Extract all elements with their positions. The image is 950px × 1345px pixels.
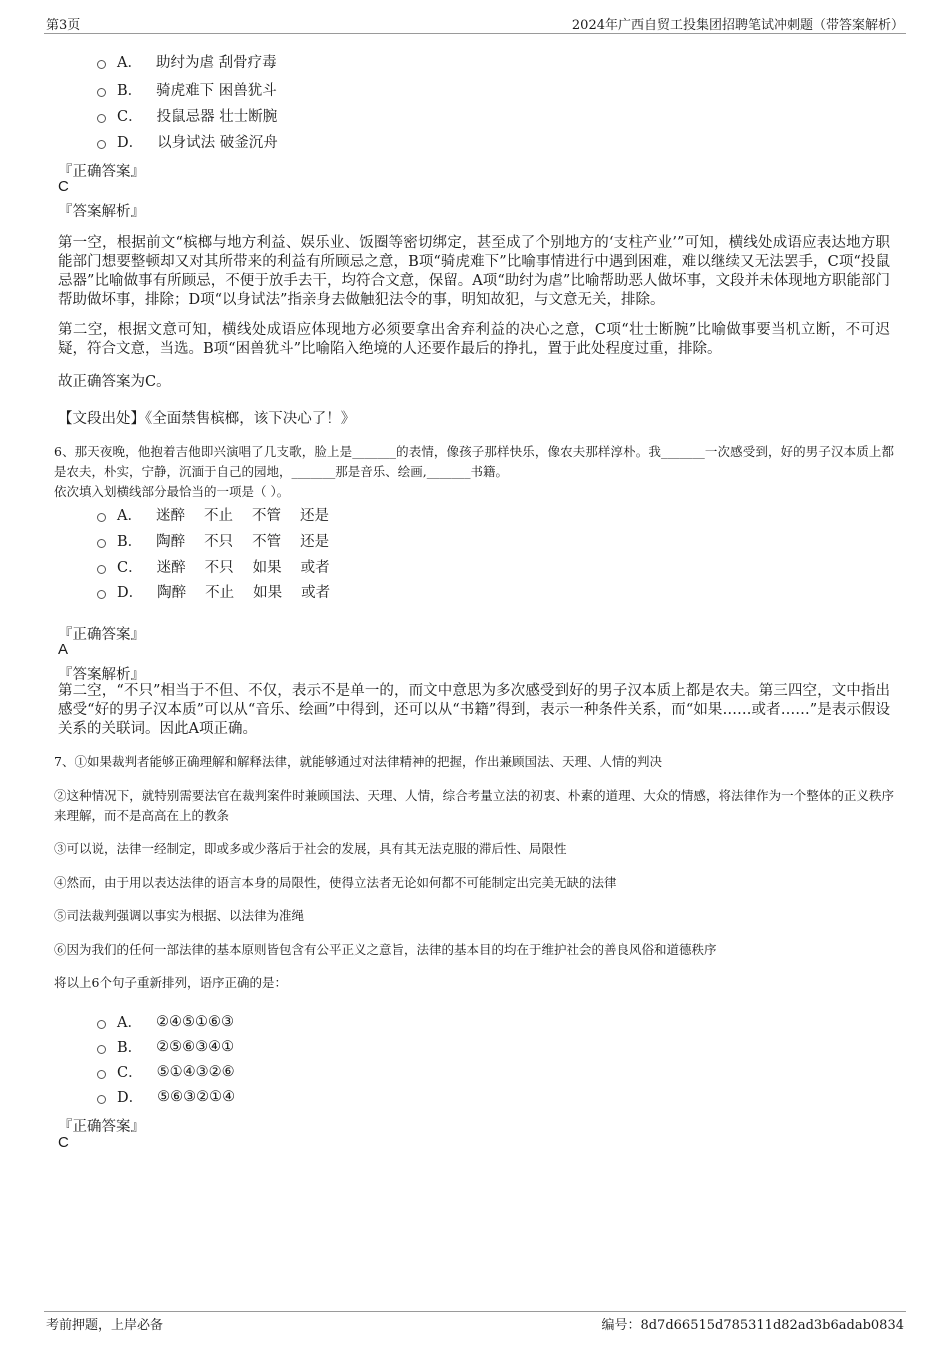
- q7-prompt: 将以上6个句子重新排列，语序正确的是：: [54, 975, 287, 990]
- option-text: 骑虎难下 困兽犹斗: [156, 83, 277, 99]
- option-word: 不只: [204, 534, 234, 550]
- option-word: 陶醉: [156, 534, 186, 550]
- q5-analysis-paragraph: 第一空，根据前文“槟榔与地方利益、娱乐业、饭圈等密切绑定，甚至成了个别地方的‘支柱产业’”可知，横线处成语应表达地方职能部门想要整顿却又对其所带来的利益有所顾忌之意，B项“骑虎难下”比喻事情进行中遇到困难，难以继续又无法罢手，C项“投鼠忌器”比喻做事有所顾忌，不便于放手去干，均符合文意，保留。A项“助纣为虐”比喻帮助恶人做坏事，文段并未体现地方职能部门帮助做坏事，排除；D项“以身试法”指亲身去做触犯法令的事，明知故犯，与文意无关，排除。: [58, 235, 890, 308]
- option-letter: A．: [117, 508, 142, 524]
- option-word: 如果: [252, 560, 282, 576]
- option-word: 迷醉: [156, 560, 186, 576]
- option-letter: D．: [117, 1090, 144, 1106]
- radio-icon[interactable]: [97, 88, 106, 97]
- option-letter: C．: [117, 1065, 143, 1081]
- q7-sentence: 7、①如果裁判者能够正确理解和解释法律，就能够通过对法律精神的把握，作出兼顾国法、天理、人情的判决: [54, 754, 662, 769]
- q7-option-d[interactable]: [97, 1086, 235, 1107]
- q5-option-a[interactable]: [97, 51, 277, 72]
- radio-icon[interactable]: [97, 114, 106, 123]
- option-text: ②④⑤①⑥③: [155, 1013, 234, 1030]
- option-word: 陶醉: [157, 585, 187, 601]
- option-letter: B．: [117, 534, 143, 550]
- radio-icon[interactable]: [97, 1045, 106, 1054]
- radio-icon[interactable]: [97, 1020, 106, 1029]
- option-word: 迷醉: [155, 508, 185, 524]
- radio-icon[interactable]: [97, 1095, 106, 1104]
- option-words: [156, 504, 348, 525]
- option-word: 不止: [203, 508, 233, 524]
- q7-option-c[interactable]: [97, 1061, 235, 1082]
- option-words: [157, 556, 349, 577]
- option-text: 投鼠忌器 壮士断腕: [156, 109, 278, 125]
- header-divider: [44, 33, 906, 34]
- q5-option-c[interactable]: [97, 105, 277, 126]
- document-title: 2024年广西自贸工投集团招聘笔试冲刺题（带答案解析）: [571, 18, 904, 33]
- q6-stem: 6、那天夜晚，他抱着吉他即兴演唱了几支歌，脸上是_______的表情，像孩子那样快乐，像农夫那样淳朴。我_______一次感受到，好的男子汉本质上都是农夫，朴实，宁静，沉湎于自己的园地，_______那是音乐、绘画,_______书籍。: [54, 444, 894, 479]
- option-letter: A．: [117, 1015, 142, 1031]
- option-word: 不管: [251, 508, 281, 524]
- radio-icon[interactable]: [97, 60, 106, 69]
- radio-icon[interactable]: [97, 590, 106, 599]
- q7-option-a[interactable]: [97, 1011, 234, 1032]
- option-word: 如果: [253, 585, 283, 601]
- q7-sentence: ⑤司法裁判强调以事实为根据、以法律为准绳: [54, 908, 305, 923]
- q6-answer: A: [58, 641, 69, 658]
- q6-option-c[interactable]: [97, 556, 349, 577]
- q7-sentence: ⑥因为我们的任何一部法律的基本原则皆包含有公平正义之意旨，法律的基本目的均在于维护社会的善良风俗和道德秩序: [54, 942, 717, 957]
- radio-icon[interactable]: [97, 539, 106, 548]
- q7-answer-label: 『正确答案』: [58, 1119, 145, 1135]
- option-word: 不止: [205, 585, 235, 601]
- document-code: 编号：8d7d66515d785311d82ad3b6adab0834: [601, 1318, 904, 1333]
- q5-option-d[interactable]: [97, 131, 278, 152]
- option-letter: B．: [117, 1040, 143, 1056]
- option-text: 以身试法 破釜沉舟: [157, 135, 278, 151]
- q6-option-b[interactable]: [97, 530, 348, 551]
- radio-icon[interactable]: [97, 1070, 106, 1079]
- option-letter: D．: [117, 135, 144, 151]
- option-letter: D．: [117, 585, 144, 601]
- q6-option-a[interactable]: [97, 504, 348, 525]
- q6-prompt: 依次填入划横线部分最恰当的一项是（ ）。: [54, 484, 290, 499]
- option-text: ⑤①④③②⑥: [156, 1063, 235, 1080]
- option-word: 或者: [301, 585, 331, 601]
- q7-sentence: ②这种情况下，就特别需要法官在裁判案件时兼顾国法、天理、人情，综合考量立法的初衷、朴素的道理、大众的情感，将法律作为一个整体的正义秩序来理解，而不是高高在上的教条: [54, 788, 894, 823]
- q6-analysis: 第二空，“不只”相当于不但、不仅，表示不是单一的，而文中意思为多次感受到好的男子汉本质上都是农夫。第三四空，文中指出感受“好的男子汉本质”可以从“音乐、绘画”中得到，还可以从“书籍”得到，表示一种条件关系，而“如果……或者……”是表示假设关系的关联词。因此A项正确。: [58, 683, 890, 737]
- option-letter: A．: [117, 55, 142, 71]
- q7-answer: C: [58, 1134, 69, 1151]
- radio-icon[interactable]: [97, 513, 106, 522]
- q7-sentence: ③可以说，法律一经制定，即或多或少落后于社会的发展，具有其无法克服的滞后性、局限性: [54, 841, 567, 856]
- q6-option-d[interactable]: [97, 581, 349, 602]
- q7-sentence: ④然而，由于用以表达法律的语言本身的局限性，使得立法者无论如何都不可能制定出完美无缺的法律: [54, 875, 617, 890]
- q5-option-b[interactable]: [97, 79, 277, 100]
- option-word: 还是: [300, 534, 330, 550]
- option-word: 或者: [300, 560, 330, 576]
- q5-answer-label: 『正确答案』: [58, 164, 145, 180]
- q5-source: 【文段出处】《全面禁售槟榔，该下决心了！》: [58, 411, 356, 427]
- q6-analysis-label: 『答案解析』: [58, 667, 145, 683]
- option-word: 不只: [204, 560, 234, 576]
- page-number: 第3页: [46, 18, 81, 33]
- q5-analysis-paragraph: 第二空，根据文意可知，横线处成语应体现地方必须要拿出舍弃利益的决心之意，C项“壮士断腕”比喻做事要当机立断，不可迟疑，符合文意，当选。B项“困兽犹斗”比喻陷入绝境的人还要作最后的挣扎，置于此处程度过重，排除。: [58, 322, 890, 357]
- footer-slogan: 考前押题，上岸必备: [46, 1318, 164, 1333]
- option-letter: C．: [117, 560, 143, 576]
- q7-option-b[interactable]: [97, 1036, 234, 1057]
- option-words: [157, 581, 349, 602]
- option-text: 助纣为虐 刮骨疗毒: [155, 55, 277, 71]
- footer-divider: [44, 1311, 906, 1312]
- option-words: [156, 530, 348, 551]
- q5-answer: C: [58, 178, 69, 195]
- option-letter: B．: [117, 83, 143, 99]
- q6-answer-label: 『正确答案』: [58, 627, 145, 643]
- option-word: 还是: [299, 508, 329, 524]
- radio-icon[interactable]: [97, 140, 106, 149]
- option-text: ⑤⑥③②①④: [157, 1088, 236, 1105]
- option-text: ②⑤⑥③④①: [156, 1038, 235, 1055]
- radio-icon[interactable]: [97, 565, 106, 574]
- q5-analysis-paragraph: 故正确答案为C。: [58, 374, 171, 390]
- option-letter: C．: [117, 109, 143, 125]
- q5-analysis-label: 『答案解析』: [58, 204, 145, 220]
- option-word: 不管: [252, 534, 282, 550]
